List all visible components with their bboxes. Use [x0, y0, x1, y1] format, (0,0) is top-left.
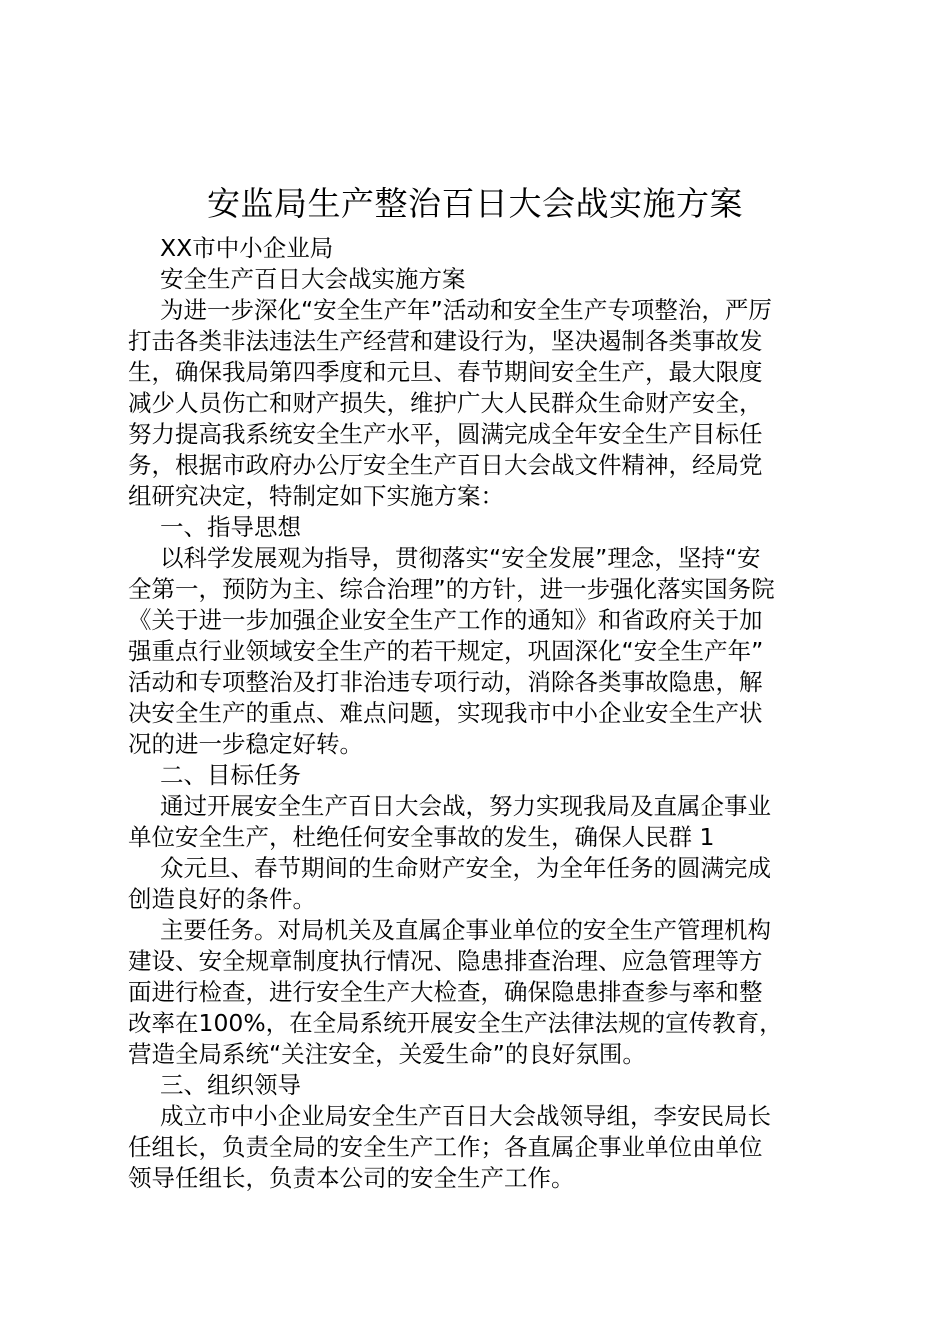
paragraph-line: 成立市中小企业局安全生产百日大会战领导组，李安民局长 [160, 1102, 771, 1130]
paragraph-line: 领导任组长，负责本公司的安全生产工作。 [128, 1164, 575, 1192]
paragraph-line: 活动和专项整治及打非治违专项行动，消除各类事故隐患，解 [128, 668, 763, 696]
paragraph-line: 单位安全生产，杜绝任何安全事故的发生，确保人民群 1 [128, 823, 715, 851]
paragraph-line: 全第一，预防为主、综合治理”的方针，进一步强化落实国务院 [128, 575, 775, 603]
paragraph-line: 众元旦、春节期间的生命财产安全，为全年任务的圆满完成 [160, 854, 771, 882]
paragraph-line: 决安全生产的重点、难点问题，实现我市中小企业安全生产状 [128, 699, 763, 727]
paragraph-line: 营造全局系统“关注安全，关爱生命”的良好氛围。 [128, 1040, 646, 1068]
paragraph-line: 况的进一步稳定好转。 [128, 730, 363, 758]
paragraph-line: 努力提高我系统安全生产水平，圆满完成全年安全生产目标任 [128, 420, 763, 448]
paragraph-line: 通过开展安全生产百日大会战，努力实现我局及直属企事业 [160, 792, 771, 820]
paragraph-line: 务，根据市政府办公厅安全生产百日大会战文件精神，经局党 [128, 451, 763, 479]
paragraph-line: 为进一步深化“安全生产年”活动和安全生产专项整治，严厉 [160, 296, 772, 324]
author-line: XX市中小企业局 [160, 234, 334, 262]
section-heading: 一、指导思想 [160, 513, 301, 541]
paragraph-line: 以科学发展观为指导，贯彻落实“安全发展”理念，坚持“安 [160, 544, 761, 572]
subtitle-line: 安全生产百日大会战实施方案 [160, 265, 466, 293]
paragraph-line: 减少人员伤亡和财产损失，维护广大人民群众生命财产安全， [128, 389, 763, 417]
paragraph-line: 强重点行业领域安全生产的若干规定，巩固深化“安全生产年” [128, 637, 764, 665]
paragraph-line: 任组长，负责全局的安全生产工作；各直属企事业单位由单位 [128, 1133, 763, 1161]
section-heading: 三、组织领导 [160, 1071, 301, 1099]
section-heading: 二、目标任务 [160, 761, 301, 789]
document-title: 安监局生产整治百日大会战实施方案 [207, 184, 743, 223]
paragraph-line: 组研究决定，特制定如下实施方案： [128, 482, 504, 510]
paragraph-line: 打击各类非法违法生产经营和建设行为，坚决遏制各类事故发 [128, 327, 763, 355]
paragraph-line: 创造良好的条件。 [128, 885, 316, 913]
paragraph-line: 改率在100%，在全局系统开展安全生产法律法规的宣传教育， [128, 1009, 783, 1037]
paragraph-line: 生，确保我局第四季度和元旦、春节期间安全生产，最大限度 [128, 358, 763, 386]
paragraph-line: 建设、安全规章制度执行情况、隐患排查治理、应急管理等方 [128, 947, 763, 975]
paragraph-line: 面进行检查，进行安全生产大检查，确保隐患排查参与率和整 [128, 978, 763, 1006]
paragraph-line: 主要任务。对局机关及直属企事业单位的安全生产管理机构 [160, 916, 771, 944]
paragraph-line: 《关于进一步加强企业安全生产工作的通知》和省政府关于加 [128, 606, 763, 634]
